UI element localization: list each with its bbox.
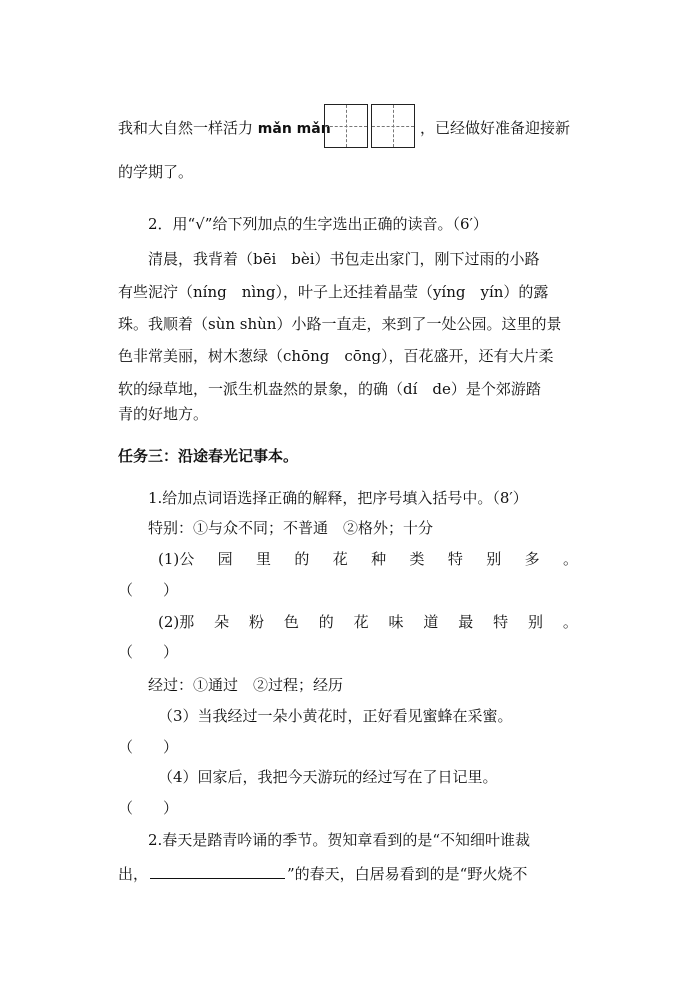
sentence-char: 多 <box>524 550 540 568</box>
q2-line-4: 色非常美丽，树木葱绿（chōng cōng），百花盛开，还有大片柔 <box>118 347 554 365</box>
q2-line-3: 珠。我顺着（sùn shùn）小路一直走，来到了一处公园。这里的景 <box>118 315 562 333</box>
sentence-char: (2)那 <box>158 613 195 631</box>
tian-box-2[interactable] <box>371 104 415 148</box>
def-tebie: 特别：①与众不同；不普通 ②格外；十分 <box>148 519 434 537</box>
sentence-3: （3）当我经过一朵小黄花时，正好看见蜜蜂在采蜜。 <box>158 707 513 725</box>
q2-line2-post: ”的春天，白居易看到的是“野火烧不 <box>287 865 528 883</box>
intro-text-pre: 我和大自然一样活力 <box>118 119 254 137</box>
answer-paren-1[interactable]: （ ） <box>118 581 179 599</box>
sentence-char: 里 <box>255 550 271 568</box>
sentence-char: 特 <box>493 613 509 631</box>
q2-line-6: 青的好地方。 <box>118 405 209 423</box>
sentence-char: 粉 <box>248 613 264 631</box>
sentence-char: 园 <box>217 550 233 568</box>
sentence-1 <box>158 549 578 569</box>
sentence-char: 味 <box>388 613 404 631</box>
fill-blank[interactable] <box>150 862 285 879</box>
sentence-char: 朵 <box>214 613 230 631</box>
sentence-char: 别 <box>527 613 543 631</box>
sentence-char: 花 <box>332 550 348 568</box>
sentence-char: 特 <box>447 550 463 568</box>
sentence-char: 的 <box>318 613 334 631</box>
intro-line-2: 的学期了。 <box>118 163 194 181</box>
sentence-char: 的 <box>294 550 310 568</box>
sentence-char: 别 <box>486 550 502 568</box>
def-jingguo: 经过：①通过 ②过程；经历 <box>148 676 344 694</box>
sentence-char: 。 <box>562 613 578 631</box>
q2-line2-pre: 出， <box>118 865 149 883</box>
q2-line-2: 有些泥泞（níng nìng），叶子上还挂着晶莹（yíng yín）的露 <box>118 283 549 301</box>
q2-title: 2．用“√”给下列加点的生字选出正确的读音。（6′） <box>148 215 488 233</box>
sentence-char: 色 <box>283 613 299 631</box>
intro-pinyin: mǎn mǎn <box>257 121 331 137</box>
sentence-char: 类 <box>409 550 425 568</box>
sentence-char: 种 <box>371 550 387 568</box>
sentence-char: 最 <box>458 613 474 631</box>
writing-grid[interactable] <box>324 104 415 148</box>
intro-line-1 <box>118 118 331 139</box>
answer-paren-2[interactable]: （ ） <box>118 643 179 661</box>
sentence-char: 。 <box>562 550 578 568</box>
answer-paren-3[interactable]: （ ） <box>118 738 179 756</box>
sentence-4: （4）回家后，我把今天游玩的经过写在了日记里。 <box>158 768 498 786</box>
task3-heading: 任务三：沿途春光记事本。 <box>118 447 299 465</box>
intro-text-post: ，已经做好准备迎接新 <box>420 119 571 137</box>
sentence-char: 道 <box>423 613 439 631</box>
q2-line-1: 清晨，我背着（bēi bèi）书包走出家门，刚下过雨的小路 <box>148 250 540 268</box>
q2-line-5: 软的绿草地，一派生机盎然的景象，的确（dí de）是个郊游踏 <box>118 380 541 398</box>
sentence-2 <box>158 612 578 632</box>
task3-q1-title: 1.给加点词语选择正确的解释，把序号填入括号中。（8′） <box>148 489 528 507</box>
tian-box-1[interactable] <box>324 104 368 148</box>
task3-q2-line-1: 2.春天是踏青吟诵的季节。贺知章看到的是“不知细叶谁裁 <box>148 831 530 849</box>
answer-paren-4[interactable]: （ ） <box>118 799 179 817</box>
sentence-char: (1)公 <box>158 550 195 568</box>
task3-q2-line-2 <box>118 862 527 884</box>
sentence-char: 花 <box>353 613 369 631</box>
